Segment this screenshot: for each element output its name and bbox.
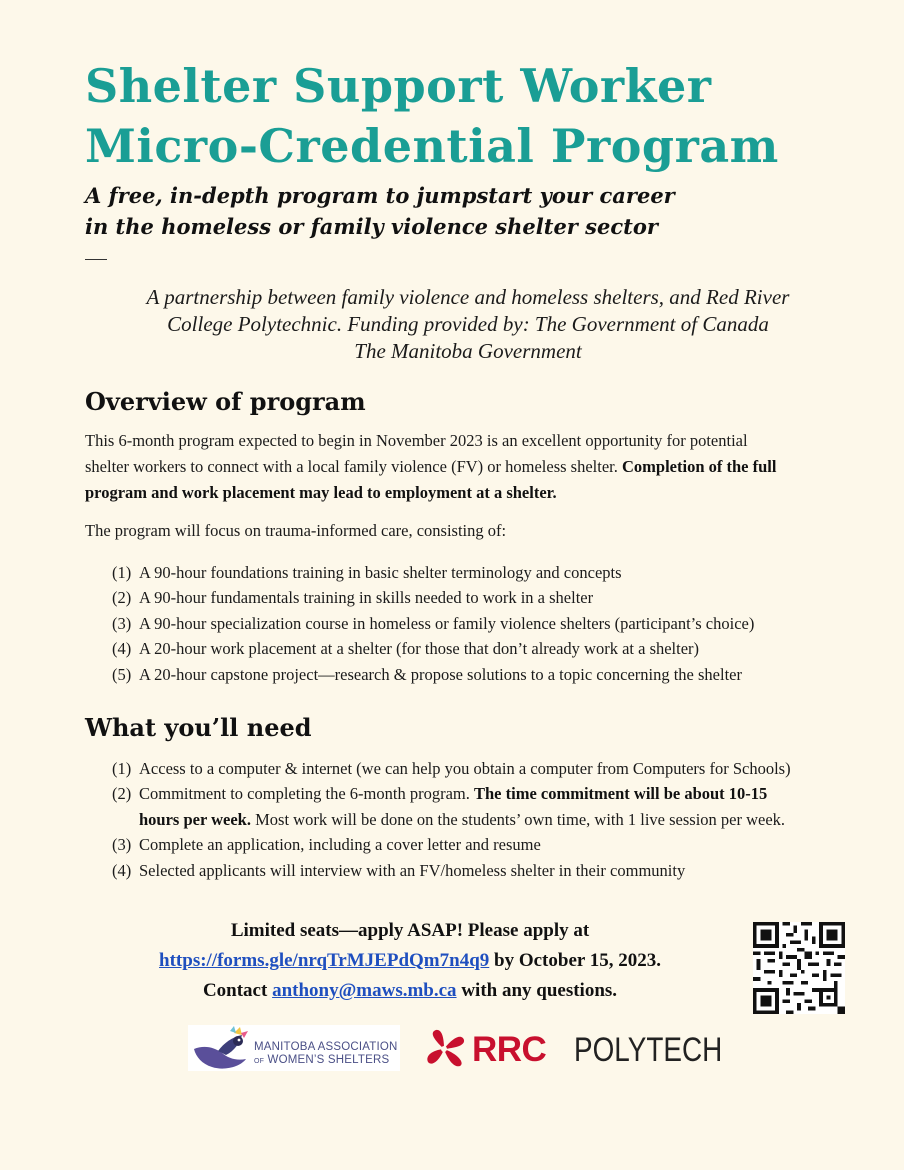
divider [85, 259, 107, 260]
list-item [112, 662, 872, 687]
dove-icon [188, 1025, 252, 1071]
overview-paragraph [85, 428, 845, 506]
deadline-text: by October 15, 2023. [489, 950, 661, 971]
maws-of: OF [254, 1058, 265, 1065]
list-number: (4) [112, 639, 132, 659]
list-item [112, 756, 872, 781]
overview-line-2-text: shelter workers to connect with a local family violence (FV) or homeless shelter. [85, 457, 623, 476]
list-item-text: Commitment to completing the 6-month program. [139, 784, 474, 804]
rrc-wordmark: RRC [472, 1030, 547, 1069]
list-item [112, 858, 872, 883]
overview-line-1: This 6-month program expected to begin in November 2023 is an excellent opportunity for potential [85, 431, 748, 450]
contact-label: Contact [202, 980, 273, 1001]
list-item-text: Access to a computer & internet (we can help you obtain a computer from Computers for Schools) [139, 759, 791, 778]
program-subtitle [85, 180, 845, 242]
contact-suffix: with any questions. [456, 980, 618, 1001]
partnership-line-2: College Polytechnic. Funding provided by: The Government of Canada [167, 312, 769, 336]
list-number: (5) [112, 664, 132, 684]
list-item-text: A 20-hour work placement at a shelter (for those that don’t already work at a shelter) [139, 639, 700, 659]
focus-paragraph [85, 518, 845, 544]
list-item [112, 585, 872, 610]
list-number: (3) [112, 613, 132, 633]
partnership-line-1: A partnership between family violence and homeless shelters, and Red River [146, 285, 790, 309]
list-item-text: Most work will be done on the students’ own time, with 1 live session per week. [251, 809, 786, 829]
requirements-heading: What you’ll need [85, 713, 312, 742]
list-item [112, 636, 872, 661]
list-number: (1) [112, 563, 132, 582]
list-number: (2) [112, 784, 132, 804]
maws-line-1: MANITOBA ASSOCIATION [254, 1041, 398, 1053]
list-item [112, 832, 872, 857]
list-item-text: Selected applicants will interview with an FV/homeless shelter in their community [139, 860, 686, 880]
list-item [112, 611, 872, 636]
focus-text: The program will focus on trauma-informed care, consisting of: [85, 521, 507, 540]
partnership-line-3: The Manitoba Government [354, 339, 582, 363]
list-item-text: A 90-hour specialization course in homeless or family violence shelters (participant’s choice) [139, 613, 755, 633]
list-number: (1) [112, 759, 132, 778]
overview-emphasis-end: program and work placement may lead to employment at a shelter. [85, 483, 557, 502]
requirements-list [112, 756, 872, 883]
subtitle-line-2: in the homeless or family violence shelter sector [85, 214, 658, 239]
list-number: (4) [112, 860, 132, 880]
maws-line-2 [254, 1054, 398, 1068]
time-commitment-emphasis: The time commitment will be about 10-15 [474, 784, 768, 804]
list-item-text: A 90-hour foundations training in basic shelter terminology and concepts [139, 563, 622, 582]
list-item-continuation [112, 807, 872, 832]
list-number: (3) [112, 835, 132, 855]
rrc-emblem-icon [422, 1026, 468, 1072]
overview-line-3 [85, 480, 845, 506]
overview-line-2 [85, 454, 845, 480]
program-components-list [112, 560, 872, 687]
contact-email-link[interactable]: anthony@maws.mb.ca [272, 980, 457, 1001]
call-to-action [110, 916, 710, 1006]
overview-emphasis-start: Completion of the full [622, 457, 777, 476]
title-line-1: Shelter Support Worker [85, 59, 712, 113]
maws-line-2-text: WOMEN’S SHELTERS [267, 1054, 390, 1066]
rrc-polytech-logo [422, 1026, 723, 1074]
list-item [112, 560, 872, 585]
overview-heading: Overview of program [85, 387, 366, 416]
qr-code [753, 922, 845, 1014]
subtitle-line-1: A free, in-depth program to jumpstart your career [85, 183, 675, 208]
maws-wordmark [254, 1041, 398, 1068]
polytech-wordmark: POLYTECH [574, 1031, 723, 1069]
list-item-text: A 90-hour fundamentals training in skills needed to work in a shelter [139, 588, 594, 608]
cta-line-3 [110, 976, 710, 1006]
hours-per-week-emphasis: hours per week. [139, 809, 251, 829]
title-line-2: Micro-Credential Program [85, 119, 779, 173]
cta-line-1: Limited seats—apply ASAP! Please apply at [230, 920, 590, 941]
list-item-text: Complete an application, including a cover letter and resume [139, 835, 541, 855]
list-number: (2) [112, 588, 132, 608]
maws-logo [188, 1025, 400, 1071]
partnership-statement [90, 284, 846, 365]
program-title [85, 56, 865, 176]
list-item-text: A 20-hour capstone project—research & propose solutions to a topic concerning the shelter [139, 664, 742, 684]
application-form-link[interactable]: https://forms.gle/nrqTrMJEPdQm7n4q9 [159, 950, 490, 971]
list-item [112, 781, 872, 806]
cta-line-2 [110, 946, 710, 976]
